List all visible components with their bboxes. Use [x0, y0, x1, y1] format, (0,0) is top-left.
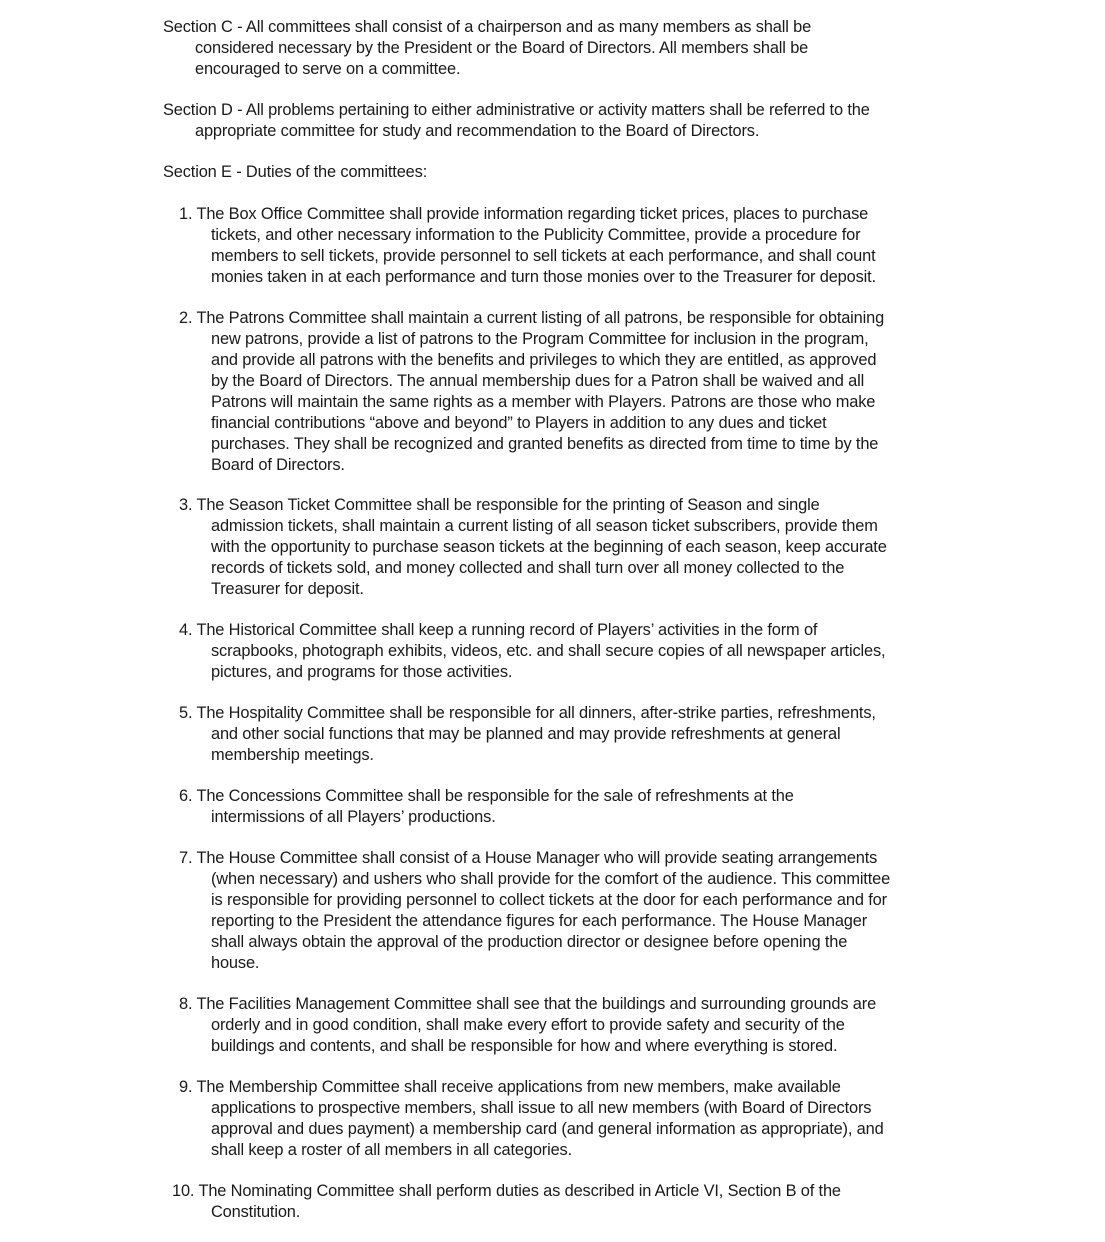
duty-number: 9. The Membership Committee shall receive applications from new members, make available — [179, 1078, 841, 1096]
duty-line: Board of Directors. — [211, 456, 345, 474]
duty-line: purchases. They shall be recognized and granted benefits as directed from time to time by the — [211, 435, 879, 453]
section-e-heading: Section E - Duties of the committees: — [163, 163, 428, 181]
duty-line: monies taken in at each performance and turn those monies over to the Treasurer for deposit. — [211, 268, 876, 286]
duty-line: shall keep a roster of all members in all categories. — [211, 1141, 573, 1159]
duty-line: financial contributions “above and beyond” to Players in addition to any dues and ticket — [211, 414, 827, 432]
duty-line: by the Board of Directors. The annual membership dues for a Patron shall be waived and all — [211, 372, 865, 390]
duty-line: Treasurer for deposit. — [211, 580, 364, 598]
duty-number: 7. The House Committee shall consist of a House Manager who will provide seating arrangements — [179, 849, 878, 867]
section-c-line: Section C - All committees shall consist of a chairperson and as many members as shall be — [163, 18, 812, 36]
duty-line: is responsible for providing personnel to collect tickets at the door for each performance and for — [211, 891, 887, 909]
duty-number: 8. The Facilities Management Committee shall see that the buildings and surrounding grounds are — [179, 995, 877, 1013]
duty-line: Constitution. — [211, 1203, 301, 1221]
duty-line: records of tickets sold, and money collected and shall turn over all money collected to the — [211, 559, 845, 577]
duty-line: (when necessary) and ushers who shall provide for the comfort of the audience. This committee — [211, 870, 891, 888]
duty-line: new patrons, provide a list of patrons to the Program Committee for inclusion in the program, — [211, 330, 869, 348]
duty-line: shall always obtain the approval of the production director or designee before opening the — [211, 933, 848, 951]
duty-line: with the opportunity to purchase season tickets at the beginning of each season, keep accurate — [211, 538, 887, 556]
section-d-line: appropriate committee for study and recommendation to the Board of Directors. — [195, 122, 760, 140]
duty-line: buildings and contents, and shall be responsible for how and where everything is stored. — [211, 1037, 838, 1055]
duty-line: approval and dues payment) a membership card (and general information as appropriate), and — [211, 1120, 884, 1138]
duty-number: 6. The Concessions Committee shall be responsible for the sale of refreshments at the — [179, 787, 794, 805]
duty-number: 4. The Historical Committee shall keep a running record of Players’ activities in the form of — [179, 621, 818, 639]
section-c-line: considered necessary by the President or the Board of Directors. All members shall be — [195, 39, 809, 57]
duty-line: intermissions of all Players’ productions. — [211, 808, 496, 826]
duty-number: 2. The Patrons Committee shall maintain a current listing of all patrons, be responsible for obtaining — [179, 309, 885, 327]
duty-number: 10. The Nominating Committee shall perform duties as described in Article VI, Section B of the — [172, 1182, 841, 1200]
duty-number: 1. The Box Office Committee shall provide information regarding ticket prices, places to purchase — [179, 205, 869, 223]
duty-line: pictures, and programs for those activities. — [211, 663, 513, 681]
section-d-line: Section D - All problems pertaining to either administrative or activity matters shall be referred to the — [163, 101, 870, 119]
duty-line: scrapbooks, photograph exhibits, videos, etc. and shall secure copies of all newspaper articles, — [211, 642, 886, 660]
duty-line: applications to prospective members, shall issue to all new members (with Board of Directors — [211, 1099, 872, 1117]
duty-number: 3. The Season Ticket Committee shall be responsible for the printing of Season and single — [179, 496, 820, 514]
duty-line: Patrons will maintain the same rights as a member with Players. Patrons are those who make — [211, 393, 876, 411]
section-c-line: encouraged to serve on a committee. — [195, 60, 461, 78]
duty-number: 5. The Hospitality Committee shall be responsible for all dinners, after-strike parties, refreshments, — [179, 704, 876, 722]
duty-line: house. — [211, 954, 260, 972]
duty-line: and provide all patrons with the benefits and privileges to which they are entitled, as approved — [211, 351, 877, 369]
duty-line: members to sell tickets, provide personnel to sell tickets at each performance, and shall count — [211, 247, 876, 265]
duty-line: reporting to the President the attendance figures for each performance. The House Manager — [211, 912, 868, 930]
duty-line: admission tickets, shall maintain a current listing of all season ticket subscribers, provide them — [211, 517, 878, 535]
duty-line: orderly and in good condition, shall make every effort to provide safety and security of the — [211, 1016, 845, 1034]
duty-line: and other social functions that may be planned and may provide refreshments at general — [211, 725, 841, 743]
duty-line: tickets, and other necessary information to the Publicity Committee, provide a procedure for — [211, 226, 861, 244]
duty-line: membership meetings. — [211, 746, 374, 764]
